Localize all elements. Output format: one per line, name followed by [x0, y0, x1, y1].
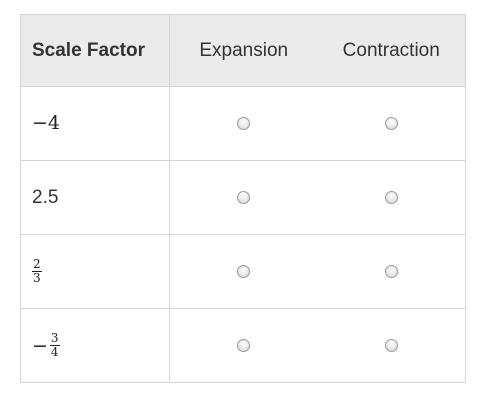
- scale-factor-table: [20, 14, 466, 383]
- minus-sign: −: [32, 334, 48, 357]
- contraction-cell: [318, 309, 466, 383]
- table-header-row: [21, 15, 466, 87]
- column-header-scale-factor: Scale Factor: [21, 15, 170, 87]
- expansion-radio[interactable]: [237, 191, 250, 204]
- expansion-radio[interactable]: [237, 265, 250, 278]
- question-table-container: [20, 14, 465, 382]
- expansion-radio[interactable]: [237, 339, 250, 352]
- contraction-cell: [318, 161, 466, 235]
- fraction: [50, 332, 60, 359]
- scale-factor-value: 2.5: [32, 186, 59, 208]
- minus-sign: −: [32, 112, 48, 134]
- expansion-cell: [170, 161, 318, 235]
- scale-factor-cell: [21, 235, 170, 309]
- contraction-cell: [318, 235, 466, 309]
- contraction-radio[interactable]: [385, 265, 398, 278]
- table-row: [21, 87, 466, 161]
- expansion-radio[interactable]: [237, 117, 250, 130]
- fraction-numerator: 3: [50, 331, 59, 345]
- column-header-contraction: Contraction: [318, 15, 466, 87]
- scale-factor-cell: [21, 161, 170, 235]
- fraction: [32, 258, 42, 285]
- scale-factor-value: [32, 112, 60, 134]
- scale-factor-cell: [21, 87, 170, 161]
- expansion-cell: [170, 87, 318, 161]
- table-row: [21, 161, 466, 235]
- expansion-cell: [170, 309, 318, 383]
- expansion-cell: [170, 235, 318, 309]
- fraction-numerator: 2: [33, 257, 41, 271]
- fraction-denominator: 3: [33, 271, 41, 285]
- contraction-radio[interactable]: [385, 191, 398, 204]
- value-number: 4: [47, 112, 61, 134]
- contraction-radio[interactable]: [385, 117, 398, 130]
- column-header-expansion: Expansion: [170, 15, 318, 87]
- fraction-denominator: 4: [50, 345, 59, 359]
- table-row: [21, 235, 466, 309]
- contraction-radio[interactable]: [385, 339, 398, 352]
- table-row: [21, 309, 466, 383]
- scale-factor-cell: [21, 309, 170, 383]
- contraction-cell: [318, 87, 466, 161]
